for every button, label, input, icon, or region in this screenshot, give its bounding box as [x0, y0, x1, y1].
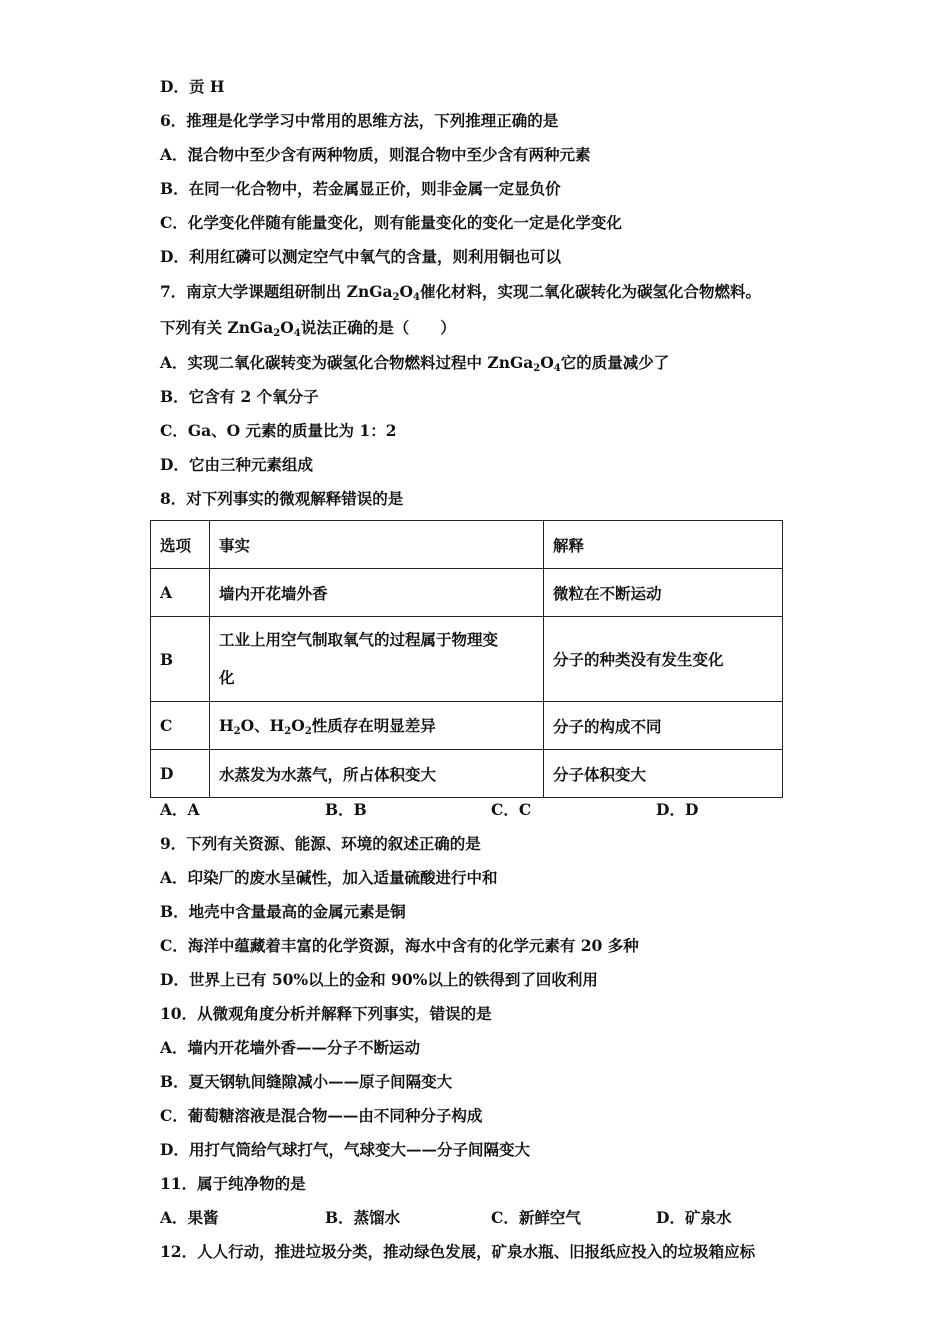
table-cell-explain: 分子体积变大 — [544, 750, 783, 798]
question-8-option-a: A．A — [160, 800, 200, 819]
question-12-stem: 12．人人行动，推进垃圾分类，推动绿色发展，矿泉水瓶、旧报纸应投入的垃圾箱应标 — [160, 1242, 756, 1261]
question-6-option-d: D．利用红磷可以测定空气中氧气的含量，则利用铜也可以 — [160, 247, 561, 266]
question-7-option-c: C．Ga、O 元素的质量比为 1：2 — [160, 421, 397, 440]
table-row — [151, 750, 783, 798]
table-cell-option: A — [151, 569, 210, 617]
question-8-option-c: C．C — [491, 800, 532, 819]
question-9-stem: 9．下列有关资源、能源、环境的叙述正确的是 — [160, 834, 481, 853]
table-cell-fact: 水蒸发为水蒸气，所占体积变大 — [210, 750, 544, 798]
question-9-option-d: D．世界上已有 50%以上的金和 90%以上的铁得到了回收利用 — [160, 970, 598, 989]
question-10-option-b: B．夏天钢轨间缝隙减小——原子间隔变大 — [160, 1072, 453, 1091]
question-10-option-d: D．用打气筒给气球打气，气球变大——分子间隔变大 — [160, 1140, 530, 1159]
question-10-option-a: A．墙内开花墙外香——分子不断运动 — [160, 1038, 421, 1057]
table-cell-option: B — [151, 617, 210, 702]
question-10-stem: 10．从微观角度分析并解释下列事实，错误的是 — [160, 1004, 492, 1023]
table-header-cell: 选项 — [151, 521, 210, 569]
question-11-stem: 11．属于纯净物的是 — [160, 1174, 306, 1193]
question-9-option-b: B．地壳中含量最高的金属元素是铜 — [160, 902, 406, 921]
table-cell-explain: 分子的种类没有发生变化 — [544, 617, 783, 702]
question-9-option-a: A．印染厂的废水呈碱性，加入适量硫酸进行中和 — [160, 868, 498, 887]
question-6-option-b: B．在同一化合物中，若金属显正价，则非金属一定显负价 — [160, 179, 561, 198]
question-11-option-a: A．果酱 — [160, 1208, 219, 1227]
question-8-option-b: B．B — [325, 800, 367, 819]
table-cell-fact: 墙内开花墙外香 — [210, 569, 544, 617]
q5-option-d: D．贡 H — [160, 77, 225, 96]
question-11-option-d: D．矿泉水 — [656, 1208, 732, 1227]
question-8-stem: 8．对下列事实的微观解释错误的是 — [160, 489, 404, 508]
question-7-option-b: B．它含有 2 个氧分子 — [160, 387, 319, 406]
table-cell-explain: 分子的构成不同 — [544, 702, 783, 750]
table-header-row — [151, 521, 783, 569]
question-6-option-c: C．化学变化伴随有能量变化，则有能量变化的变化一定是化学变化 — [160, 213, 622, 232]
question-8-table — [150, 520, 783, 798]
question-11-option-c: C．新鲜空气 — [491, 1208, 581, 1227]
question-6-option-a: A．混合物中至少含有两种物质，则混合物中至少含有两种元素 — [160, 145, 591, 164]
question-7-option-d: D．它由三种元素组成 — [160, 455, 313, 474]
question-7-option-a: A．实现二氧化碳转变为碳氢化合物燃料过程中 $ZnGa_2O_4$它的质量减少了 — [160, 353, 670, 374]
question-9-option-c: C．海洋中蕴藏着丰富的化学资源，海水中含有的化学元素有 20 多种 — [160, 936, 639, 955]
table-row — [151, 617, 783, 702]
table-cell-fact: 工业上用空气制取氧气的过程属于物理变 化 — [210, 617, 544, 702]
table-cell-fact: $H_2O$、$H_2O_2$性质存在明显差异 — [210, 702, 544, 750]
question-10-option-c: C．葡萄糖溶液是混合物——由不同种分子构成 — [160, 1106, 483, 1125]
question-6-stem: 6．推理是化学学习中常用的思维方法，下列推理正确的是 — [160, 111, 559, 130]
table-header-cell: 解释 — [544, 521, 783, 569]
table-cell-option: C — [151, 702, 210, 750]
table-row — [151, 569, 783, 617]
table-header-cell: 事实 — [210, 521, 544, 569]
question-7-stem: 7．南京大学课题组研制出 $ZnGa_2O_4$催化材料，实现二氧化碳转化为碳氢化合物燃料。 — [160, 282, 762, 303]
table-cell-option: D — [151, 750, 210, 798]
question-7-stem-continued: 下列有关 $ZnGa_2O_4$说法正确的是（ ） — [160, 318, 456, 339]
table-cell-explain: 微粒在不断运动 — [544, 569, 783, 617]
question-11-option-b: B．蒸馏水 — [325, 1208, 401, 1227]
question-8-option-d: D．D — [656, 800, 699, 819]
table-row — [151, 702, 783, 750]
